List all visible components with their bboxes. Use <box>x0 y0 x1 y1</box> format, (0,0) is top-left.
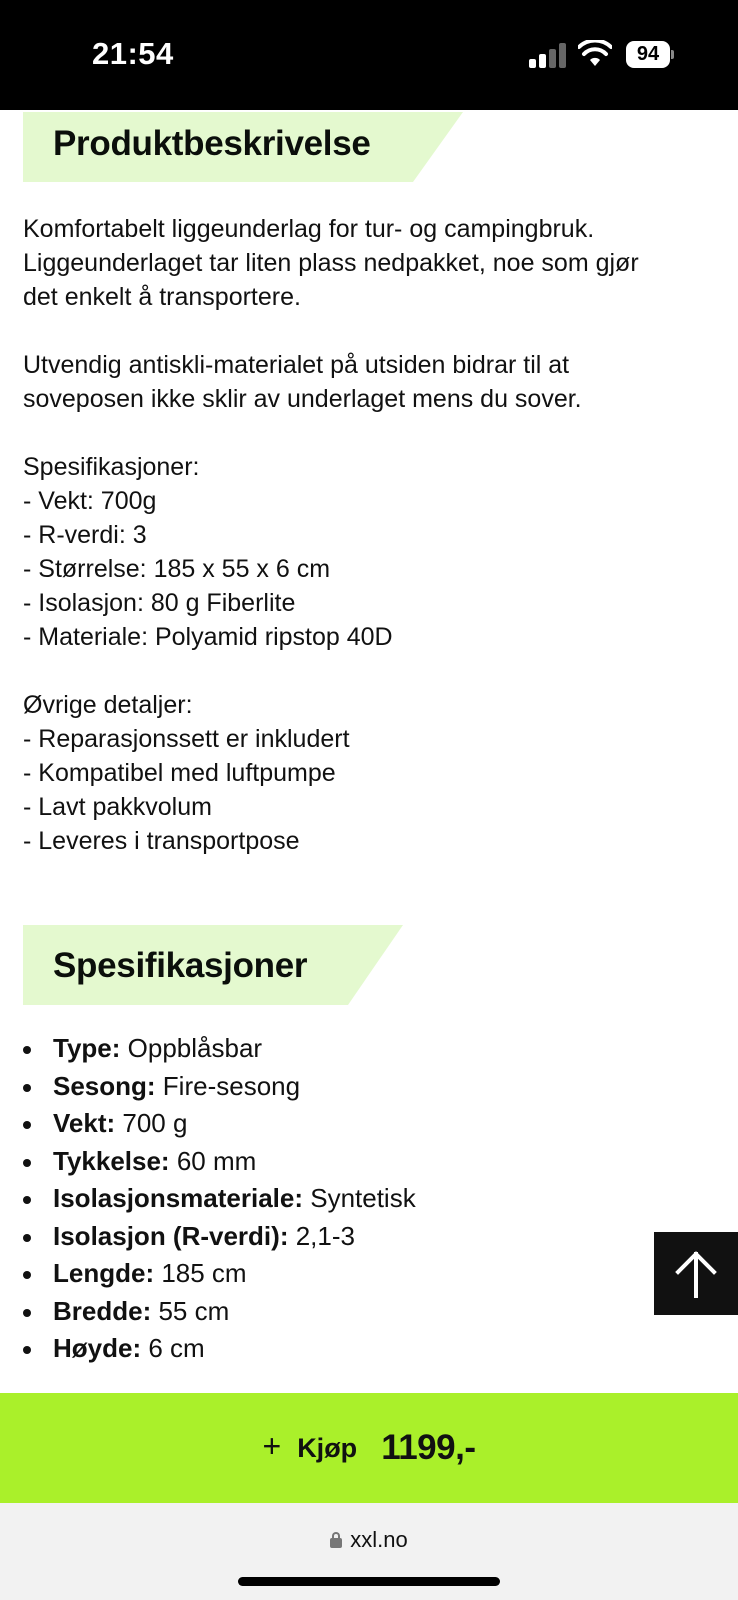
wifi-icon <box>578 40 612 68</box>
battery-level: 94 <box>626 41 670 68</box>
signal-icon <box>529 42 567 68</box>
spec-value: 185 cm <box>154 1258 247 1288</box>
buy-label: Kjøp <box>297 1432 358 1463</box>
spec-label: Isolasjonsmateriale: <box>53 1183 303 1213</box>
spec-value: 55 cm <box>151 1295 230 1326</box>
description-line: Komfortabelt liggeunderlag for tur- og campingbruk. <box>23 215 595 243</box>
description-line: - Vekt: 700g <box>23 487 157 515</box>
spec-item <box>23 1068 643 1106</box>
description-line: - Kompatibel med luftpumpe <box>23 759 336 787</box>
spec-label: Bredde: <box>53 1295 152 1326</box>
spec-item <box>23 1105 643 1143</box>
spec-label: Høyde: <box>53 1333 142 1363</box>
arrow-up-icon <box>674 1250 718 1298</box>
spec-value: Fire-sesong <box>155 1070 301 1101</box>
description-line: det enkelt å transportere. <box>23 283 301 311</box>
scroll-to-top-button[interactable] <box>654 1232 738 1315</box>
specifications-header <box>23 925 403 1005</box>
spec-value: 6 cm <box>141 1333 205 1363</box>
product-description-title: Produktbeskrivelse <box>53 124 371 163</box>
battery-icon <box>626 41 674 68</box>
spec-value: 60 mm <box>169 1145 257 1176</box>
spec-item <box>23 1255 643 1293</box>
spec-item <box>23 1030 643 1068</box>
spec-value: Oppblåsbar <box>120 1033 263 1063</box>
spec-label: Lengde: <box>53 1258 155 1288</box>
spec-label: Sesong: <box>53 1070 156 1101</box>
description-line: - Leveres i transportpose <box>23 827 300 855</box>
product-description-text <box>23 212 723 858</box>
description-line: Spesifikasjoner: <box>23 453 200 481</box>
spec-label: Type: <box>53 1033 121 1063</box>
status-time: 21:54 <box>92 36 174 71</box>
url-field[interactable] <box>0 1527 738 1553</box>
description-line: soveposen ikke sklir av underlaget mens du sover. <box>23 385 582 413</box>
description-line: - Størrelse: 185 x 55 x 6 cm <box>23 555 331 583</box>
spec-value: 700 g <box>115 1108 188 1138</box>
description-line: - R-verdi: 3 <box>23 521 147 549</box>
description-line: Utvendig antiskli-materialet på utsiden bidrar til at <box>23 351 570 379</box>
specifications-list <box>23 1030 643 1368</box>
home-indicator[interactable] <box>238 1577 500 1586</box>
browser-address-bar <box>0 1503 738 1600</box>
url-text: xxl.no <box>350 1527 408 1552</box>
product-description-header <box>23 112 463 182</box>
spec-item <box>23 1218 643 1256</box>
description-line: - Reparasjonssett er inkludert <box>23 725 350 753</box>
spec-value: 2,1-3 <box>288 1220 355 1251</box>
paragraph-gap <box>23 416 723 450</box>
description-line: - Lavt pakkvolum <box>23 793 212 821</box>
buy-button[interactable] <box>0 1393 738 1503</box>
description-line: - Materiale: Polyamid ripstop 40D <box>23 623 393 651</box>
spec-item <box>23 1143 643 1181</box>
specifications-title: Spesifikasjoner <box>53 946 308 985</box>
spec-label: Tykkelse: <box>53 1145 170 1176</box>
description-line: - Isolasjon: 80 g Fiberlite <box>23 589 296 617</box>
spec-item <box>23 1293 643 1331</box>
spec-label: Vekt: <box>53 1108 116 1138</box>
paragraph-gap <box>23 654 723 688</box>
description-line: Øvrige detaljer: <box>23 691 193 719</box>
paragraph-gap <box>23 314 723 348</box>
plus-icon: + <box>262 1427 282 1464</box>
description-line: Liggeunderlaget tar liten plass nedpakket, noe som gjør <box>23 249 639 277</box>
lock-icon <box>330 1532 342 1548</box>
price: 1199,- <box>381 1428 476 1467</box>
spec-item <box>23 1330 643 1368</box>
spec-item <box>23 1180 643 1218</box>
spec-label: Isolasjon (R-verdi): <box>53 1220 289 1251</box>
spec-value: Syntetisk <box>303 1183 416 1213</box>
status-bar <box>0 0 738 110</box>
